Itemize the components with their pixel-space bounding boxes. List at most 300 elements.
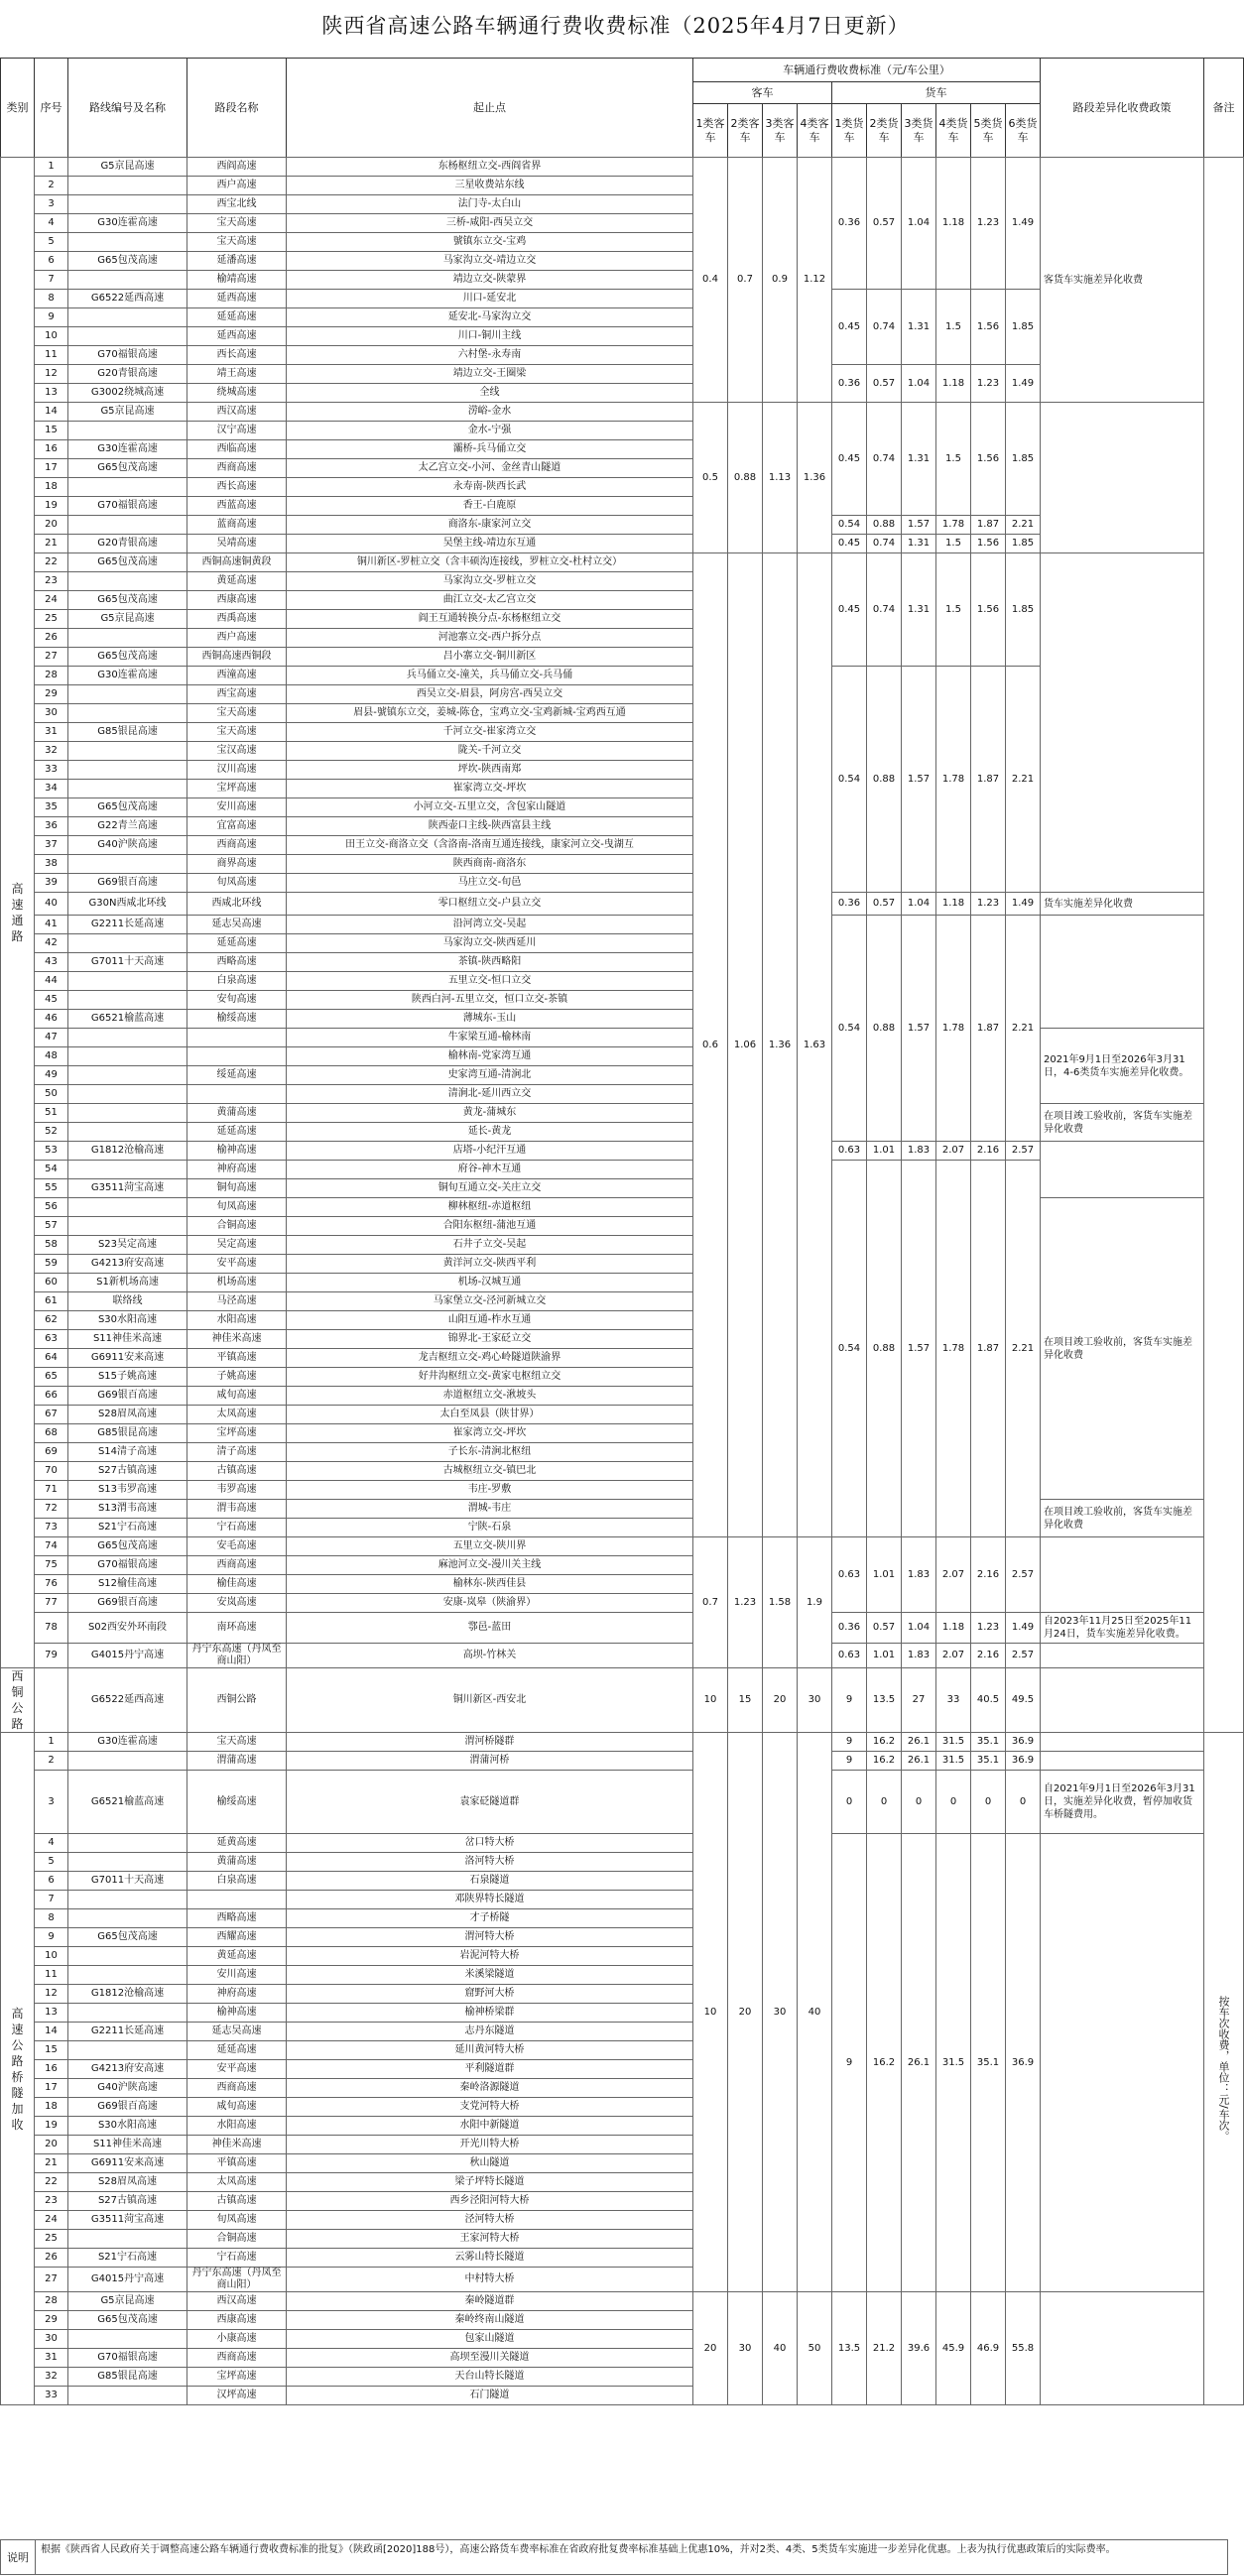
route-cell: G2211长延高速 — [68, 2023, 187, 2041]
header-route: 路线编号及名称 — [68, 59, 187, 158]
seq-cell: 33 — [35, 2387, 68, 2405]
header-category: 类别 — [1, 59, 35, 158]
truck-rate-cell: 1.49 — [1006, 893, 1041, 916]
points-cell: 法门寺-太白山 — [287, 195, 693, 214]
policy-cell: 客货车实施差异化收费 — [1041, 158, 1204, 403]
bus-rate-cell: 1.12 — [798, 158, 832, 403]
section-cell — [187, 1047, 287, 1066]
seq-cell: 75 — [35, 1556, 68, 1575]
points-cell: 麻池河立交-漫川关主线 — [287, 1556, 693, 1575]
points-cell: 小河立交-五里立交，含包家山隧道 — [287, 798, 693, 817]
points-cell: 米溪梁隧道 — [287, 1966, 693, 1985]
route-cell: G40沪陕高速 — [68, 2079, 187, 2098]
seq-cell: 19 — [35, 497, 68, 516]
seq-cell: 28 — [35, 667, 68, 685]
section-cell: 太凤高速 — [187, 1406, 287, 1424]
route-cell: 联络线 — [68, 1292, 187, 1311]
truck-rate-cell: 1.18 — [936, 158, 971, 290]
fee-table — [0, 157, 1244, 2405]
points-cell: 陕西白河-五里立交，恒口立交-茶镇 — [287, 991, 693, 1010]
route-cell — [68, 855, 187, 874]
points-cell: 五里立交-恒口立交 — [287, 972, 693, 991]
truck-rate-cell: 0.45 — [832, 290, 867, 365]
bus-rate-cell: 0.7 — [693, 1537, 728, 1668]
truck-rate-cell: 0 — [832, 1771, 867, 1834]
points-cell: 柳林枢纽-赤道枢纽 — [287, 1198, 693, 1217]
truck-rate-cell: 1.5 — [936, 535, 971, 553]
route-cell: G3511菏宝高速 — [68, 1179, 187, 1198]
table-header — [0, 58, 1244, 158]
header-vehicle-class: 6类货车 — [1006, 104, 1041, 158]
section-cell: 吴定高速 — [187, 1236, 287, 1255]
route-cell: G65包茂高速 — [68, 252, 187, 271]
route-cell: G69银百高速 — [68, 1387, 187, 1406]
points-cell: 高坝至漫川关隧道 — [287, 2349, 693, 2368]
truck-rate-cell: 2.21 — [1006, 1161, 1041, 1537]
xitong-cell: 10 — [693, 1668, 728, 1733]
route-cell — [68, 195, 187, 214]
route-cell — [68, 742, 187, 761]
seq-cell: 25 — [35, 2230, 68, 2249]
truck-rate-cell: 1.87 — [971, 1161, 1006, 1537]
seq-cell: 35 — [35, 798, 68, 817]
policy-cell — [1041, 1537, 1204, 1613]
bus-rate-cell: 1.13 — [763, 403, 798, 553]
route-cell — [68, 761, 187, 780]
table-row — [1, 1500, 1244, 1519]
bus-rate-cell: 0.88 — [728, 403, 763, 553]
points-cell: 靖边立交-王圈梁 — [287, 365, 693, 384]
points-cell: 开光川特大桥 — [287, 2136, 693, 2154]
seq-cell: 12 — [35, 1985, 68, 2004]
seq-cell: 70 — [35, 1462, 68, 1481]
section-cell: 黄蒲高速 — [187, 1853, 287, 1872]
header-vehicle-class: 1类客车 — [693, 104, 728, 158]
route-cell: G70福银高速 — [68, 1556, 187, 1575]
points-cell: 陇关-千河立交 — [287, 742, 693, 761]
seq-cell: 21 — [35, 535, 68, 553]
route-cell — [68, 934, 187, 953]
table-row — [1, 2292, 1244, 2311]
header-standard: 车辆通行费收费标准（元/车公里） — [693, 59, 1041, 82]
truck-rate-cell: 0 — [936, 1771, 971, 1834]
points-cell: 千河立交-崔家湾立交 — [287, 723, 693, 742]
route-cell: G70福银高速 — [68, 2349, 187, 2368]
points-cell: 铜旬互通立交-关庄立交 — [287, 1179, 693, 1198]
seq-cell: 8 — [35, 1909, 68, 1928]
seq-cell: 13 — [35, 384, 68, 403]
points-cell: 茶镇-陕西略阳 — [287, 953, 693, 972]
seq-cell: 5 — [35, 1853, 68, 1872]
truck-rate-cell: 1.78 — [936, 516, 971, 535]
seq-cell: 38 — [35, 855, 68, 874]
truck-rate-cell: 0.36 — [832, 893, 867, 916]
section-cell: 西宝高速 — [187, 685, 287, 704]
section-cell: 延西高速 — [187, 290, 287, 308]
points-cell: 太乙宫立交-小河、金丝青山隧道 — [287, 459, 693, 478]
section-cell: 西商高速 — [187, 2079, 287, 2098]
seq-cell: 67 — [35, 1406, 68, 1424]
truck-rate-cell: 1.18 — [936, 1613, 971, 1644]
seq-cell: 62 — [35, 1311, 68, 1330]
seq-cell: 20 — [35, 2136, 68, 2154]
table-row — [1, 1752, 1244, 1771]
truck-rate-cell: 21.2 — [867, 2292, 902, 2405]
seq-cell: 32 — [35, 2368, 68, 2387]
points-cell: 支党河特大桥 — [287, 2098, 693, 2117]
section-cell: 安川高速 — [187, 798, 287, 817]
seq-cell: 8 — [35, 290, 68, 308]
truck-rate-cell: 0.36 — [832, 1613, 867, 1644]
policy-cell: 自2023年11月25日至2025年11月24日，货车实施差异化收费。 — [1041, 1613, 1204, 1644]
section-cell: 丹宁东高速（丹凤至商山阳） — [187, 1644, 287, 1668]
route-cell: G6521榆蓝高速 — [68, 1010, 187, 1029]
section-cell: 古镇高速 — [187, 2192, 287, 2211]
route-cell — [68, 1104, 187, 1123]
section-cell: 西铜高速西铜段 — [187, 648, 287, 667]
points-cell: 宁陕-石泉 — [287, 1519, 693, 1537]
truck-rate-cell: 26.1 — [902, 1834, 936, 2292]
bus-rate-cell: 1.9 — [798, 1537, 832, 1668]
points-cell: 安康-岚皋（陕渝界） — [287, 1594, 693, 1613]
truck-rate-cell: 0.74 — [867, 403, 902, 516]
points-cell: 石井子立交-吴起 — [287, 1236, 693, 1255]
route-cell: S11神佳米高速 — [68, 2136, 187, 2154]
points-cell: 陕西商南-商洛东 — [287, 855, 693, 874]
bus-rate-cell: 1.58 — [763, 1537, 798, 1668]
policy-cell — [1041, 916, 1204, 1029]
table-row — [1, 1537, 1244, 1556]
truck-rate-cell: 0.88 — [867, 516, 902, 535]
seq-cell: 43 — [35, 953, 68, 972]
truck-rate-cell: 55.8 — [1006, 2292, 1041, 2405]
section-cell: 合铜高速 — [187, 2230, 287, 2249]
seq-cell: 77 — [35, 1594, 68, 1613]
seq-cell: 59 — [35, 1255, 68, 1274]
seq-cell: 57 — [35, 1217, 68, 1236]
section-cell: 延延高速 — [187, 1123, 287, 1142]
truck-rate-cell: 1.49 — [1006, 365, 1041, 403]
truck-rate-cell: 1.83 — [902, 1142, 936, 1161]
truck-rate-cell: 1.78 — [936, 667, 971, 893]
route-cell — [68, 1066, 187, 1085]
points-cell: 合阳东枢纽-蒲池互通 — [287, 1217, 693, 1236]
points-cell: 延安北-马家沟立交 — [287, 308, 693, 327]
route-cell: G5京昆高速 — [68, 403, 187, 422]
seq-cell: 52 — [35, 1123, 68, 1142]
route-cell: G4213府安高速 — [68, 1255, 187, 1274]
truck-rate-cell: 0.88 — [867, 667, 902, 893]
points-cell: 马家沟立交-罗桩立交 — [287, 572, 693, 591]
points-cell: 高坝-竹林关 — [287, 1644, 693, 1668]
category-cell: 西铜公路 — [1, 1668, 35, 1733]
route-cell: G3002绕城高速 — [68, 384, 187, 403]
points-cell: 铜川新区-罗桩立交（含丰硕沟连接线，罗桩立交-杜村立交） — [287, 553, 693, 572]
points-cell: 邓陕界特长隧道 — [287, 1891, 693, 1909]
seq-cell: 68 — [35, 1424, 68, 1443]
route-cell: G85银昆高速 — [68, 1424, 187, 1443]
policy-cell — [1041, 1644, 1204, 1668]
points-cell: 包家山隧道 — [287, 2330, 693, 2349]
points-cell: 渭河桥隧群 — [287, 1733, 693, 1752]
header-vehicle-class: 4类货车 — [936, 104, 971, 158]
xitong-cell: G6522延西高速 — [68, 1668, 187, 1733]
points-cell: 薄城东-玉山 — [287, 1010, 693, 1029]
points-cell: 渭蒲河桥 — [287, 1752, 693, 1771]
truck-rate-cell: 2.16 — [971, 1142, 1006, 1161]
seq-cell: 3 — [35, 1771, 68, 1834]
section-cell: 黄蒲高速 — [187, 1104, 287, 1123]
seq-cell: 23 — [35, 2192, 68, 2211]
route-cell — [68, 1085, 187, 1104]
section-cell: 榆靖高速 — [187, 271, 287, 290]
truck-rate-cell: 2.07 — [936, 1537, 971, 1613]
points-cell: 永寿南-陕西长武 — [287, 478, 693, 497]
table-row — [1, 1644, 1244, 1668]
seq-cell: 14 — [35, 403, 68, 422]
section-cell: 汉坪高速 — [187, 2387, 287, 2405]
points-cell: 牛家梁互通-榆林南 — [287, 1029, 693, 1047]
seq-cell: 53 — [35, 1142, 68, 1161]
points-cell: 马庄立交-旬邑 — [287, 874, 693, 893]
truck-rate-cell: 1.5 — [936, 290, 971, 365]
section-cell: 黄延高速 — [187, 572, 287, 591]
bus-rate-cell: 0.6 — [693, 553, 728, 1537]
xitong-cell: 铜川新区-西安北 — [287, 1668, 693, 1733]
note-text: 根据《陕西省人民政府关于调整高速公路车辆通行费收费标准的批复》（陕政函[2020]188号），高速公路货车费率标准在省政府批复费率标准基础上优惠10%，并对2类、4类、5类货车实施进一步差异化优惠。上表为执行优惠政策后的实际费率。 — [41, 2544, 1116, 2555]
seq-cell: 29 — [35, 685, 68, 704]
truck-rate-cell: 0.74 — [867, 535, 902, 553]
section-cell: 绥延高速 — [187, 1066, 287, 1085]
seq-cell: 49 — [35, 1066, 68, 1085]
seq-cell: 66 — [35, 1387, 68, 1406]
section-cell: 咸旬高速 — [187, 2098, 287, 2117]
section-cell: 白泉高速 — [187, 972, 287, 991]
note-label: 说明 — [1, 2540, 36, 2574]
section-cell: 西商高速 — [187, 459, 287, 478]
truck-rate-cell: 1.87 — [971, 916, 1006, 1142]
table-row — [1, 1104, 1244, 1123]
policy-cell — [1041, 553, 1204, 893]
points-cell: 靖边立交-陕蒙界 — [287, 271, 693, 290]
section-cell: 榆佳高速 — [187, 1575, 287, 1594]
header-points: 起止点 — [287, 59, 693, 158]
truck-rate-cell: 0.36 — [832, 365, 867, 403]
route-cell: S21宁石高速 — [68, 2249, 187, 2268]
seq-cell: 29 — [35, 2311, 68, 2330]
route-cell: G30连霍高速 — [68, 667, 187, 685]
points-cell: 崔家湾立交-坪坎 — [287, 1424, 693, 1443]
seq-cell: 28 — [35, 2292, 68, 2311]
section-cell: 西康高速 — [187, 591, 287, 610]
section-cell: 西汉高速 — [187, 2292, 287, 2311]
seq-cell: 10 — [35, 1947, 68, 1966]
header-bus: 客车 — [693, 82, 832, 104]
truck-rate-cell: 0.57 — [867, 158, 902, 290]
bus-rate-cell: 1.36 — [763, 553, 798, 1537]
truck-rate-cell: 1.85 — [1006, 553, 1041, 667]
section-cell: 榆神高速 — [187, 2004, 287, 2023]
route-cell: G1812沧榆高速 — [68, 1985, 187, 2004]
table-row — [1, 916, 1244, 934]
truck-rate-cell: 2.07 — [936, 1142, 971, 1161]
route-cell: S23吴定高速 — [68, 1236, 187, 1255]
truck-rate-cell: 0.54 — [832, 1161, 867, 1537]
route-cell — [68, 2004, 187, 2023]
seq-cell: 46 — [35, 1010, 68, 1029]
seq-cell: 47 — [35, 1029, 68, 1047]
section-cell: 宝坪高速 — [187, 1424, 287, 1443]
section-cell: 延西高速 — [187, 327, 287, 346]
seq-cell: 27 — [35, 648, 68, 667]
points-cell: 石泉隧道 — [287, 1872, 693, 1891]
points-cell: 龙吉枢纽立交-鸡心岭隧道陕渝界 — [287, 1349, 693, 1368]
seq-cell: 15 — [35, 2041, 68, 2060]
points-cell: 涝峪-金水 — [287, 403, 693, 422]
seq-cell: 7 — [35, 271, 68, 290]
points-cell: 泾河特大桥 — [287, 2211, 693, 2230]
points-cell: 店塔-小纪汗互通 — [287, 1142, 693, 1161]
seq-cell: 4 — [35, 214, 68, 233]
table-row — [1, 1771, 1244, 1834]
seq-cell: 11 — [35, 346, 68, 365]
route-cell — [68, 1834, 187, 1853]
route-cell — [68, 308, 187, 327]
route-cell: S12榆佳高速 — [68, 1575, 187, 1594]
xitong-cell: 33 — [936, 1668, 971, 1733]
points-cell: 黄洋河立交-陕西平利 — [287, 1255, 693, 1274]
category-cell: 高速通路 — [1, 158, 35, 1668]
note-box — [0, 2539, 1228, 2575]
xitong-cell: 30 — [798, 1668, 832, 1733]
route-cell: G20青银高速 — [68, 535, 187, 553]
seq-cell: 41 — [35, 916, 68, 934]
truck-rate-cell: 26.1 — [902, 1752, 936, 1771]
seq-cell: 36 — [35, 817, 68, 836]
route-cell: G6911安来高速 — [68, 2154, 187, 2173]
truck-rate-cell: 1.31 — [902, 553, 936, 667]
policy-cell — [1041, 1733, 1204, 1752]
header-vehicle-class: 4类客车 — [798, 104, 832, 158]
seq-cell: 25 — [35, 610, 68, 629]
policy-cell — [1041, 1834, 1204, 2292]
truck-rate-cell: 1.23 — [971, 365, 1006, 403]
route-cell: G85银昆高速 — [68, 2368, 187, 2387]
route-cell: S02西安外环南段 — [68, 1613, 187, 1644]
bus-rate-cell: 0.9 — [763, 158, 798, 403]
table-row — [1, 1029, 1244, 1047]
section-cell: 西临高速 — [187, 440, 287, 459]
section-cell: 汉宁高速 — [187, 422, 287, 440]
truck-rate-cell: 1.49 — [1006, 1613, 1041, 1644]
section-cell: 西铜高速铜黄段 — [187, 553, 287, 572]
route-cell: G20青银高速 — [68, 365, 187, 384]
route-cell: G69银百高速 — [68, 2098, 187, 2117]
truck-rate-cell: 31.5 — [936, 1752, 971, 1771]
route-cell: S1新机场高速 — [68, 1274, 187, 1292]
table-row — [1, 1834, 1244, 1853]
seq-cell: 73 — [35, 1519, 68, 1537]
header-vehicle-class: 1类货车 — [832, 104, 867, 158]
points-cell: 才子桥隧 — [287, 1909, 693, 1928]
seq-cell: 17 — [35, 2079, 68, 2098]
section-cell: 宝天高速 — [187, 723, 287, 742]
section-cell: 清子高速 — [187, 1443, 287, 1462]
policy-cell: 自2021年9月1日至2026年3月31日，实施差异化收费，暂停加收货车桥隧费用。 — [1041, 1771, 1204, 1834]
policy-cell: 货车实施差异化收费 — [1041, 893, 1204, 916]
route-cell — [68, 2330, 187, 2349]
bus-rate-cell: 50 — [798, 2292, 832, 2405]
truck-rate-cell: 1.01 — [867, 1644, 902, 1668]
route-cell: G7011十天高速 — [68, 1872, 187, 1891]
table-row — [1, 403, 1244, 422]
truck-rate-cell: 1.01 — [867, 1537, 902, 1613]
points-cell: 府谷-神木互通 — [287, 1161, 693, 1179]
section-cell: 合铜高速 — [187, 1217, 287, 1236]
route-cell: G69银百高速 — [68, 874, 187, 893]
route-cell: G69银百高速 — [68, 1594, 187, 1613]
section-cell: 铜旬高速 — [187, 1179, 287, 1198]
truck-rate-cell: 0.57 — [867, 893, 902, 916]
truck-rate-cell: 0.54 — [832, 516, 867, 535]
seq-cell: 48 — [35, 1047, 68, 1066]
truck-rate-cell: 1.57 — [902, 1161, 936, 1537]
table-row — [1, 158, 1244, 177]
bus-rate-cell: 1.63 — [798, 553, 832, 1537]
truck-rate-cell: 0.45 — [832, 403, 867, 516]
truck-rate-cell: 2.16 — [971, 1644, 1006, 1668]
section-cell: 宁石高速 — [187, 2249, 287, 2268]
truck-rate-cell: 1.83 — [902, 1537, 936, 1613]
points-cell: 岔口特大桥 — [287, 1834, 693, 1853]
seq-cell: 33 — [35, 761, 68, 780]
truck-rate-cell: 13.5 — [832, 2292, 867, 2405]
xitong-cell: 27 — [902, 1668, 936, 1733]
points-cell: 平利隧道群 — [287, 2060, 693, 2079]
section-cell: 延黄高速 — [187, 1834, 287, 1853]
route-cell — [68, 177, 187, 195]
section-cell: 水阳高速 — [187, 2117, 287, 2136]
seq-cell: 12 — [35, 365, 68, 384]
xitong-cell: 13.5 — [867, 1668, 902, 1733]
section-cell: 南环高速 — [187, 1613, 287, 1644]
policy-cell: 在项目竣工验收前，客货车实施差异化收费 — [1041, 1198, 1204, 1500]
points-cell: 马家堡立交-泾河新城立交 — [287, 1292, 693, 1311]
route-cell: G65包茂高速 — [68, 1537, 187, 1556]
seq-cell: 30 — [35, 704, 68, 723]
section-cell: 西长高速 — [187, 346, 287, 365]
route-cell: G65包茂高速 — [68, 459, 187, 478]
seq-cell: 16 — [35, 440, 68, 459]
page-title: 陕西省高速公路车辆通行费收费标准（2025年4月7日更新） — [321, 14, 910, 38]
section-cell: 西略高速 — [187, 1909, 287, 1928]
section-cell: 商界高速 — [187, 855, 287, 874]
route-cell — [68, 972, 187, 991]
route-cell: G6911安来高速 — [68, 1349, 187, 1368]
route-cell: G5京昆高速 — [68, 158, 187, 177]
table-row — [1, 1142, 1244, 1161]
truck-rate-cell: 1.23 — [971, 1613, 1006, 1644]
truck-rate-cell: 31.5 — [936, 1733, 971, 1752]
route-cell — [68, 516, 187, 535]
truck-rate-cell: 1.85 — [1006, 403, 1041, 516]
route-cell — [68, 1047, 187, 1066]
section-cell: 榆绥高速 — [187, 1010, 287, 1029]
points-cell: 王家河特大桥 — [287, 2230, 693, 2249]
route-cell: G22青兰高速 — [68, 817, 187, 836]
truck-rate-cell: 1.31 — [902, 290, 936, 365]
route-cell — [68, 478, 187, 497]
